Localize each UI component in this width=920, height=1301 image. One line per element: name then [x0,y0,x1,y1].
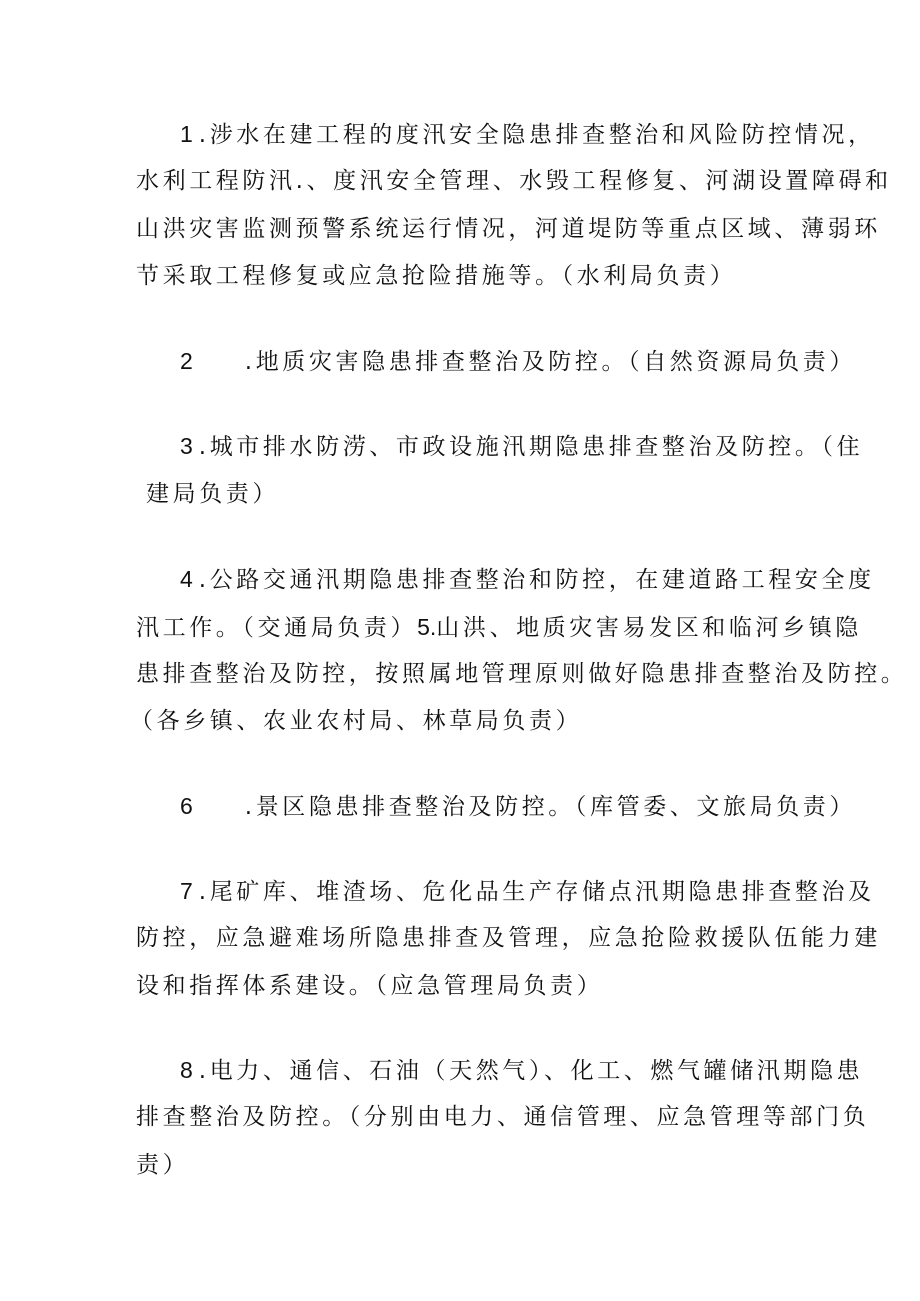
item-number: 2 [180,348,193,374]
item-1-line-3: 山洪灾害监测预警系统运行情况，河道堤防等重点区域、薄弱环 [136,216,881,242]
item-number: 6 [180,793,193,819]
item-number: 3 [180,433,193,459]
item-1-line-2: 水利工程防汛.、度汛安全管理、水毁工程修复、河湖设置障碍和 [136,168,892,194]
item-5-line-3: （各乡镇、农业农村局、林草局负责） [130,708,583,734]
item-number-inline: 5. [417,614,437,640]
item-7-line-1: 7 .尾矿库、堆渣场、危化品生产存储点汛期隐患排查整治及 [180,871,800,911]
item-8-line-1: 8 .电力、通信、石油（天然气）、化工、燃气罐储汛期隐患 [180,1050,800,1090]
item-8-line-3: 责） [136,1152,190,1178]
item-8-line-2: 排查整治及防控。（分别由电力、通信管理、应急管理等部门负 [136,1104,870,1130]
item-7-line-2: 防控，应急避难场所隐患排查及管理，应急抢险救援队伍能力建 [136,925,881,951]
item-number: 8 [180,1057,193,1083]
item-number: 7 [180,878,193,904]
item-2-line-1: 2 .地质灾害隐患排查整治及防控。（自然资源局负责） [180,341,800,381]
item-7-line-3: 设和指挥体系建设。（应急管理局负责） [136,973,604,999]
item-number: 4 [180,566,193,592]
item-number: 1 [180,121,193,147]
item-3-line-1: 3 .城市排水防涝、市政设施汛期隐患排查整治及防控。（住 [180,426,800,466]
item-1-line-1: 1 .涉水在建工程的度汛安全隐患排查整治和风险防控情况， [180,114,800,154]
item-3-line-2: 建局负责） [146,481,279,507]
item-4-line-2: 汛工作。（交通局负责）5.山洪、地质灾害易发区和临河乡镇隐 [136,607,796,647]
item-6-line-1: 6 .景区隐患排查整治及防控。（库管委、文旅局负责） [180,786,800,826]
item-4-line-1: 4 .公路交通汛期隐患排查整治和防控，在建道路工程安全度 [180,559,800,599]
item-5-line-2: 患排查整治及防控，按照属地管理原则做好隐患排查整治及防控。 [136,661,908,687]
item-1-line-4: 节采取工程修复或应急抢险措施等。（水利局负责） [136,263,737,289]
